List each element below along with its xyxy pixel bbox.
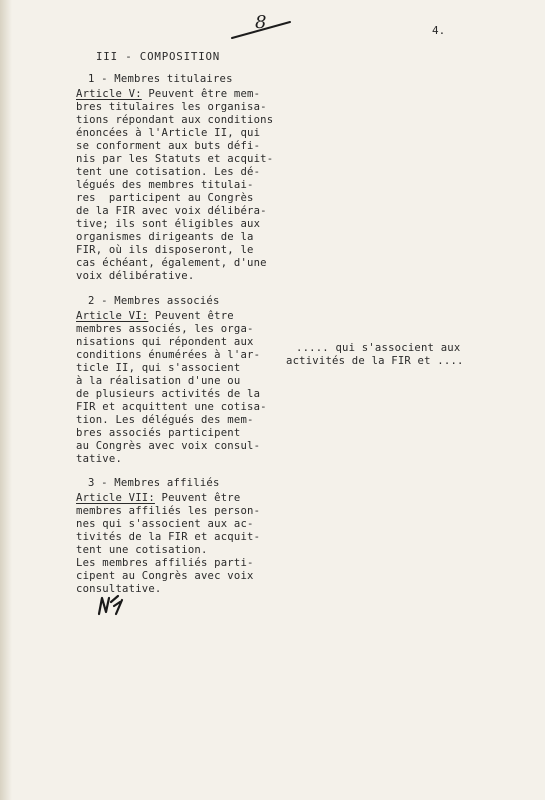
margin-note-line: ..... qui s'associent aux [296,342,461,354]
article-text-line: res participent au Congrès [76,192,254,204]
article-text-line: tivités de la FIR et acquit- [76,531,261,543]
article-text-line: bres titulaires les organisa- [76,101,267,113]
article-text-line: tent une cotisation. Les dé- [76,166,261,178]
article-text-line: cas échéant, également, d'une [76,257,267,269]
article-text-line: légués des membres titulai- [76,179,254,191]
article-text-line: FIR et acquittent une cotisa- [76,401,267,413]
article-first-line [76,492,240,505]
article-text-line: voix délibérative. [76,270,195,282]
article-text-line: organismes dirigeants de la [76,231,254,243]
article-text-line: tative. [76,453,123,465]
article-text-line: membres affiliés les person- [76,505,261,517]
subsection-heading: 1 - Membres titulaires [88,73,233,85]
article-text-line: tive; ils sont éligibles aux [76,218,261,230]
margin-note-line: activités de la FIR et .... [286,355,464,367]
article-text-line: tent une cotisation. [76,544,208,556]
article-text-line: nes qui s'associent aux ac- [76,518,254,530]
article-text-line: cipent au Congrès avec voix [76,570,254,582]
article-text-line: à la réalisation d'une ou [76,375,241,387]
article-label: Article VI: [76,310,149,322]
subsection-heading: 2 - Membres associés [88,295,220,307]
article-text-line: ticle II, qui s'associent [76,362,241,374]
article-text-line: bres associés participent [76,427,241,439]
article-text-line: Les membres affiliés parti- [76,557,254,569]
article-text-line: se conforment aux buts défi- [76,140,261,152]
article-text-line: au Congrès avec voix consul- [76,440,261,452]
article-first-line [76,310,234,323]
article-text-line: Peuvent être [148,310,234,322]
handwritten-initials [96,592,126,618]
handwritten-page-number: 8 [255,12,267,33]
article-text-line: FIR, où ils disposeront, le [76,244,254,256]
article-text-line: tions répondant aux conditions [76,114,274,126]
article-text-line: Peuvent être [154,492,241,504]
article-text-line: tion. Les délégués des mem- [76,414,254,426]
article-text-line: de la FIR avec voix délibéra- [76,205,267,217]
article-text-line: nisations qui répondent aux [76,336,254,348]
article-text-line: énoncées à l'Article II, qui [76,127,261,139]
article-text-line: Peuvent être mem- [141,88,261,100]
article-first-line [76,88,260,101]
subsection-heading: 3 - Membres affiliés [88,477,220,489]
article-text-line: conditions énumérées à l'ar- [76,349,261,361]
article-label: Article VII: [76,492,155,504]
article-text-line: de plusieurs activités de la [76,388,261,400]
page-number: 4. [432,24,446,37]
section-title: III - COMPOSITION [96,50,221,63]
article-text-line: nis par les Statuts et acquit- [76,153,274,165]
article-text-line: membres associés, les orga- [76,323,254,335]
article-label: Article V: [76,88,142,100]
article-text-line: consultative. [76,583,162,595]
